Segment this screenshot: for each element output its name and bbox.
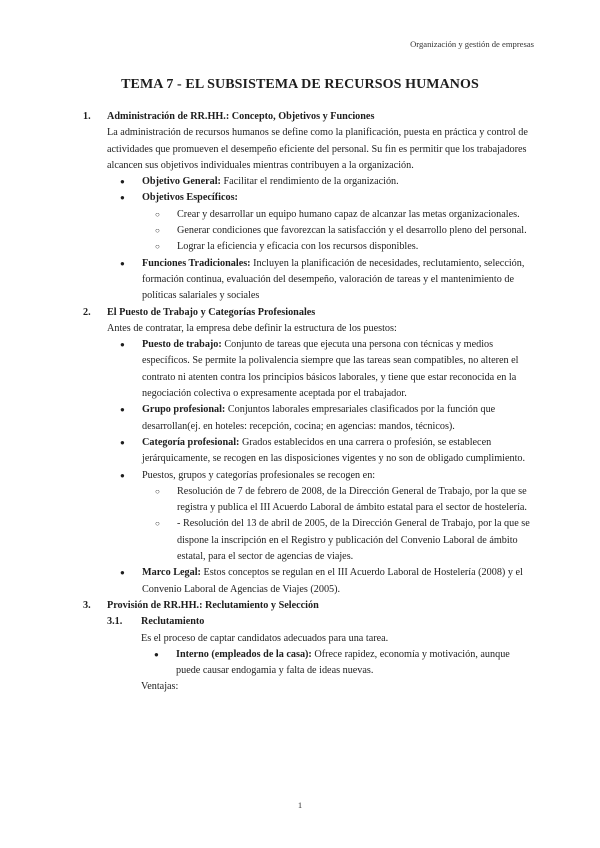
sub-list — [142, 207, 533, 256]
section-title: El Puesto de Trabajo y Categorías Profesionales — [107, 306, 316, 318]
subsection-outro: Ventajas: — [141, 681, 179, 693]
section-intro: Antes de contratar, la empresa debe definir la estructura de los puestos: — [107, 322, 397, 334]
section-2 — [83, 305, 533, 598]
item-label: Interno (empleados de la casa): — [176, 648, 312, 660]
item-text: Conjunto de tareas que ejecuta una persona con técnicas y medios específicos. Se permite la polivalencia siempre que las tareas sean compatibles, no alteren el contrato ni atenten contra los principios básicos laborales, y tiene que estar reconocida en la negociación colectiva o expresamente aceptada por el trabajador. — [142, 339, 519, 400]
section-1 — [83, 109, 533, 305]
subsection-number: 3.1. — [107, 616, 123, 628]
item-label: Grupo profesional: — [142, 404, 226, 416]
sub-list-item: ○ Crear y desarrollar un equipo humano capaz de alcanzar las metas organizacionales. — [142, 207, 533, 223]
item-text: Puestos, grupos y categorías profesionales se recogen en: — [142, 469, 376, 481]
bullet-list — [107, 337, 533, 598]
page-number: 1 — [297, 800, 303, 810]
bullet-list — [141, 647, 533, 680]
sub-list-item: ○ - Resolución del 13 de abril de 2005, de la Dirección General de Trabajo, por la que se dispone la inscripción en el Registro y publicación del Convenio Laboral de ámbito estatal, para el sector de agencias de viajes. — [142, 516, 533, 565]
list-item — [107, 565, 533, 598]
item-text: Estos conceptos se regulan en el III Acuerdo Laboral de Hostelería (2008) y el Convenio Laboral de Agencias de Viajes (2005). — [142, 567, 523, 595]
sub-list-item: ○ Lograr la eficiencia y eficacia con los recursos disponibles. — [142, 239, 533, 255]
item-text: Grados establecidos en una carrera o profesión, se establecen jerárquicamente, se recogen en las disposiciones vigentes y no son de obligado cumplimiento. — [142, 436, 526, 465]
section-number: 1. — [83, 111, 91, 122]
item-text: Incluyen la planificación de necesidades, reclutamiento, selección, formación continua, evaluación del desempeño, valoración de tareas y el mantenimiento de políticas salariales y sociales — [142, 257, 525, 302]
list-item — [107, 402, 533, 435]
list-item — [107, 337, 533, 402]
list-item — [141, 647, 533, 680]
sub-list — [142, 484, 533, 565]
item-label: Funciones Tradicionales: — [142, 257, 251, 269]
item-label: Marco Legal: — [142, 567, 201, 579]
section-3 — [83, 598, 533, 696]
item-text: Ofrece rapidez, economía y motivación, aunque puede causar endogamia y falta de ideas nuevas. — [176, 648, 510, 677]
list-item — [107, 256, 533, 305]
sub-list-item: ○ Generar condiciones que favorezcan la satisfacción y el desarrollo pleno del personal. — [142, 223, 533, 239]
list-item — [107, 468, 533, 566]
section-intro: La administración de recursos humanos se define como la planificación, puesta en práctica y control de actividades que promueven el desempeño eficiente del personal. Su fin es permitir que los trabajadores alcancen sus objetivos individuales mientras contribuyen a la organización. — [107, 127, 528, 171]
section-title: Administración de RR.HH.: Concepto, Objetivos y Funciones — [107, 111, 375, 122]
subsection-3-1 — [107, 614, 533, 695]
bullet-list — [107, 174, 533, 304]
item-text: Conjuntos laborales empresariales clasificados por la función que desarrollan(ej. en hoteles: recepción, cocina; en agencias: mandos, técnicos). — [142, 404, 496, 432]
running-header: Organización y gestión de empresas — [410, 39, 534, 49]
section-number: 3. — [83, 599, 91, 611]
item-label: Objetivos Específicos: — [142, 192, 238, 204]
item-label: Categoría profesional: — [142, 436, 240, 448]
subsection-title: Reclutamiento — [141, 616, 205, 628]
subsection-intro: Es el proceso de captar candidatos adecuados para una tarea. — [141, 632, 389, 644]
list-item — [107, 174, 533, 190]
item-label: Puesto de trabajo: — [142, 339, 222, 351]
item-label: Objetivo General: — [142, 176, 221, 188]
list-item — [107, 435, 533, 468]
section-number: 2. — [83, 306, 91, 318]
sub-list-item: ○ Resolución de 7 de febrero de 2008, de la Dirección General de Trabajo, por la que se registra y publica el III Acuerdo Laboral de ámbito estatal para el sector de hostelería. — [142, 484, 533, 517]
document-body — [83, 109, 533, 696]
list-item — [107, 190, 533, 255]
page-title: TEMA 7 - EL SUBSISTEMA DE RECURSOS HUMANOS — [121, 77, 479, 92]
section-title: Provisión de RR.HH.: Reclutamiento y Selección — [107, 599, 319, 611]
item-text: Facilitar el rendimiento de la organización. — [220, 176, 399, 188]
